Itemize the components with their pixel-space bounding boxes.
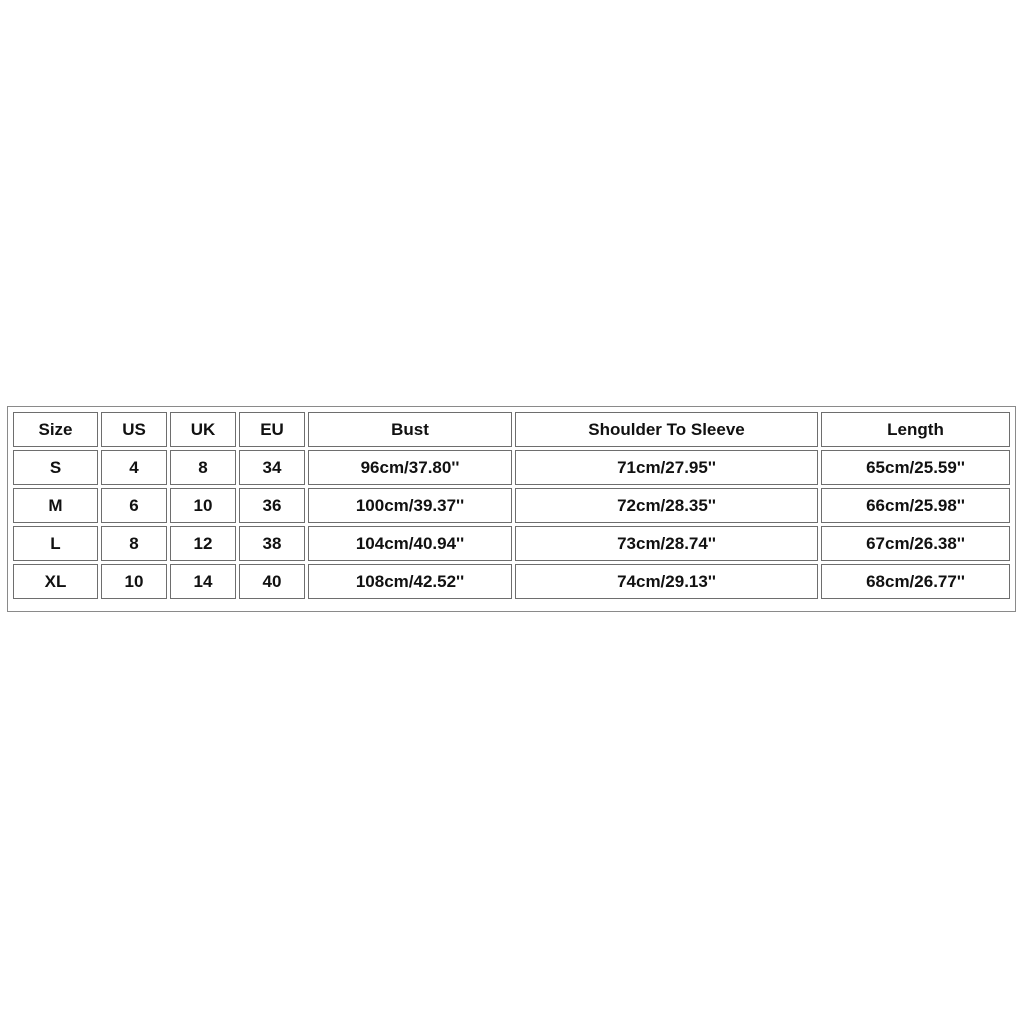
header-bust: Bust	[308, 412, 512, 447]
cell-shoulder-to-sleeve: 73cm/28.74''	[515, 526, 818, 561]
size-chart-table	[10, 409, 1013, 602]
cell-us: 8	[101, 526, 167, 561]
cell-bust: 104cm/40.94''	[308, 526, 512, 561]
header-size: Size	[13, 412, 98, 447]
cell-size: S	[13, 450, 98, 485]
cell-shoulder-to-sleeve: 71cm/27.95''	[515, 450, 818, 485]
header-length: Length	[821, 412, 1010, 447]
cell-uk: 10	[170, 488, 236, 523]
cell-shoulder-to-sleeve: 74cm/29.13''	[515, 564, 818, 599]
table-row	[13, 526, 1010, 561]
table-row	[13, 564, 1010, 599]
cell-length: 66cm/25.98''	[821, 488, 1010, 523]
cell-uk: 8	[170, 450, 236, 485]
header-shoulder-to-sleeve: Shoulder To Sleeve	[515, 412, 818, 447]
cell-size: L	[13, 526, 98, 561]
cell-us: 6	[101, 488, 167, 523]
cell-uk: 12	[170, 526, 236, 561]
cell-length: 68cm/26.77''	[821, 564, 1010, 599]
cell-eu: 40	[239, 564, 305, 599]
cell-eu: 36	[239, 488, 305, 523]
cell-size: XL	[13, 564, 98, 599]
cell-eu: 34	[239, 450, 305, 485]
cell-us: 10	[101, 564, 167, 599]
cell-bust: 96cm/37.80''	[308, 450, 512, 485]
table-row	[13, 450, 1010, 485]
cell-size: M	[13, 488, 98, 523]
cell-shoulder-to-sleeve: 72cm/28.35''	[515, 488, 818, 523]
cell-us: 4	[101, 450, 167, 485]
table-header-row	[13, 412, 1010, 447]
header-us: US	[101, 412, 167, 447]
cell-bust: 108cm/42.52''	[308, 564, 512, 599]
cell-eu: 38	[239, 526, 305, 561]
cell-uk: 14	[170, 564, 236, 599]
header-uk: UK	[170, 412, 236, 447]
cell-length: 65cm/25.59''	[821, 450, 1010, 485]
header-eu: EU	[239, 412, 305, 447]
cell-bust: 100cm/39.37''	[308, 488, 512, 523]
cell-length: 67cm/26.38''	[821, 526, 1010, 561]
size-chart	[7, 406, 1016, 612]
table-row	[13, 488, 1010, 523]
